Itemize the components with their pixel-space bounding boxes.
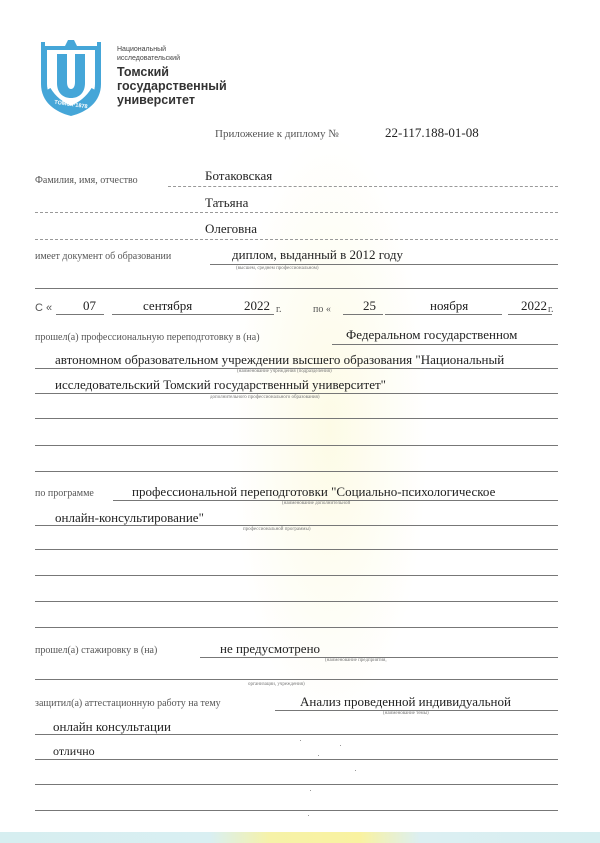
internship-hint-1: (наименование предприятия,	[325, 658, 387, 663]
stamp-speck	[318, 755, 319, 756]
retraining-line-3: исследовательский Томский государственный университет"	[55, 377, 386, 392]
stamp-speck	[340, 745, 341, 746]
internship-underline-2	[35, 679, 558, 680]
education-hint: (высшем, среднем профессиональном)	[236, 266, 319, 271]
retraining-underline-1	[332, 344, 558, 345]
blank-line-7	[35, 627, 558, 628]
date-to-month: ноября	[430, 298, 469, 313]
date-to-month-line	[385, 314, 502, 315]
blank-line-3	[35, 471, 558, 472]
thesis-grade: отлично	[53, 744, 95, 758]
fio-line-1	[168, 186, 558, 187]
education-label: имеет документ об образовании	[35, 251, 172, 262]
logo-subtitle-2: исследовательский	[117, 55, 180, 62]
program-line-2: онлайн-консультирование"	[55, 510, 204, 525]
blank-line-4	[35, 549, 558, 550]
fio-label: Фамилия, имя, отчество	[35, 175, 138, 186]
stamp-speck	[308, 815, 309, 816]
svg-text:ТОМСК·1878: ТОМСК·1878	[53, 99, 88, 111]
date-from-year-suffix: г.	[276, 304, 282, 315]
thesis-underline-3	[35, 759, 558, 760]
security-pattern-band	[0, 832, 600, 843]
program-hint-1: (наименование дополнительной	[282, 501, 351, 506]
blank-line-6	[35, 601, 558, 602]
blank-line-1	[35, 418, 558, 419]
date-to-year-line	[508, 314, 552, 315]
surname-value: Ботаковская	[205, 168, 273, 183]
patronymic-value: Олеговна	[205, 221, 258, 236]
stamp-speck	[310, 790, 311, 791]
thesis-label: защитил(а) аттестационную работу на тему	[35, 698, 221, 709]
date-from-day-line	[56, 314, 104, 315]
date-from-year-line	[218, 314, 274, 315]
thesis-hint: (наименование темы)	[383, 711, 429, 716]
date-from-year: 2022	[244, 298, 270, 313]
blank-line-9	[35, 810, 558, 811]
education-line-2	[35, 288, 558, 289]
date-to-year-suffix: г.	[548, 304, 554, 315]
program-underline-2	[35, 525, 558, 526]
logo-title-1: Томский	[117, 65, 169, 79]
logo-title-2: государственный	[117, 79, 227, 93]
date-to-day-line	[343, 314, 383, 315]
date-to-day: 25	[363, 298, 376, 313]
program-line-1: профессиональной переподготовки "Социально-психологическое	[132, 484, 496, 499]
internship-hint-2: организации, учреждения)	[248, 682, 305, 687]
appendix-title-label: Приложение к диплому №	[215, 128, 339, 140]
retraining-line-1: Федеральном государственном	[346, 327, 518, 342]
internship-label: прошел(а) стажировку в (на)	[35, 645, 158, 656]
date-from-day: 07	[83, 298, 96, 313]
thesis-line-2: онлайн консультации	[53, 719, 171, 734]
retraining-hint-2: дополнительного профессионального образования)	[210, 395, 320, 400]
university-logo-emblem	[35, 38, 107, 116]
education-line	[210, 264, 558, 265]
program-label: по программе	[35, 488, 94, 499]
date-from-month-line	[112, 314, 224, 315]
date-from-month: сентября	[143, 298, 193, 313]
date-from-prefix: С «	[35, 302, 53, 314]
logo-subtitle-1: Национальный	[117, 46, 167, 53]
date-to-year: 2022	[521, 298, 547, 313]
retraining-underline-3	[35, 393, 558, 394]
diploma-number: 22-117.188-01-08	[385, 125, 479, 140]
stamp-speck	[300, 740, 301, 741]
blank-line-8	[35, 784, 558, 785]
thesis-line-1: Анализ проведенной индивидуальной	[300, 694, 511, 709]
stamp-speck	[355, 770, 356, 771]
program-hint-2: профессиональной программы)	[243, 527, 311, 532]
thesis-underline-2	[35, 734, 558, 735]
logo-title-3: университет	[117, 93, 195, 107]
blank-line-2	[35, 445, 558, 446]
date-to-prefix: по «	[313, 304, 331, 315]
blank-line-5	[35, 575, 558, 576]
internship-value: не предусмотрено	[220, 641, 321, 656]
retraining-line-2: автономном образовательном учреждении высшего образования "Национальный	[55, 352, 505, 367]
retraining-label: прошел(а) профессиональную переподготовку в (на)	[35, 332, 260, 343]
education-value: диплом, выданный в 2012 году	[232, 247, 403, 262]
name-value: Татьяна	[205, 195, 249, 210]
fio-line-2	[35, 212, 558, 213]
fio-line-3	[35, 239, 558, 240]
retraining-hint-1: (наименование учреждения (подразделения)	[237, 369, 332, 374]
